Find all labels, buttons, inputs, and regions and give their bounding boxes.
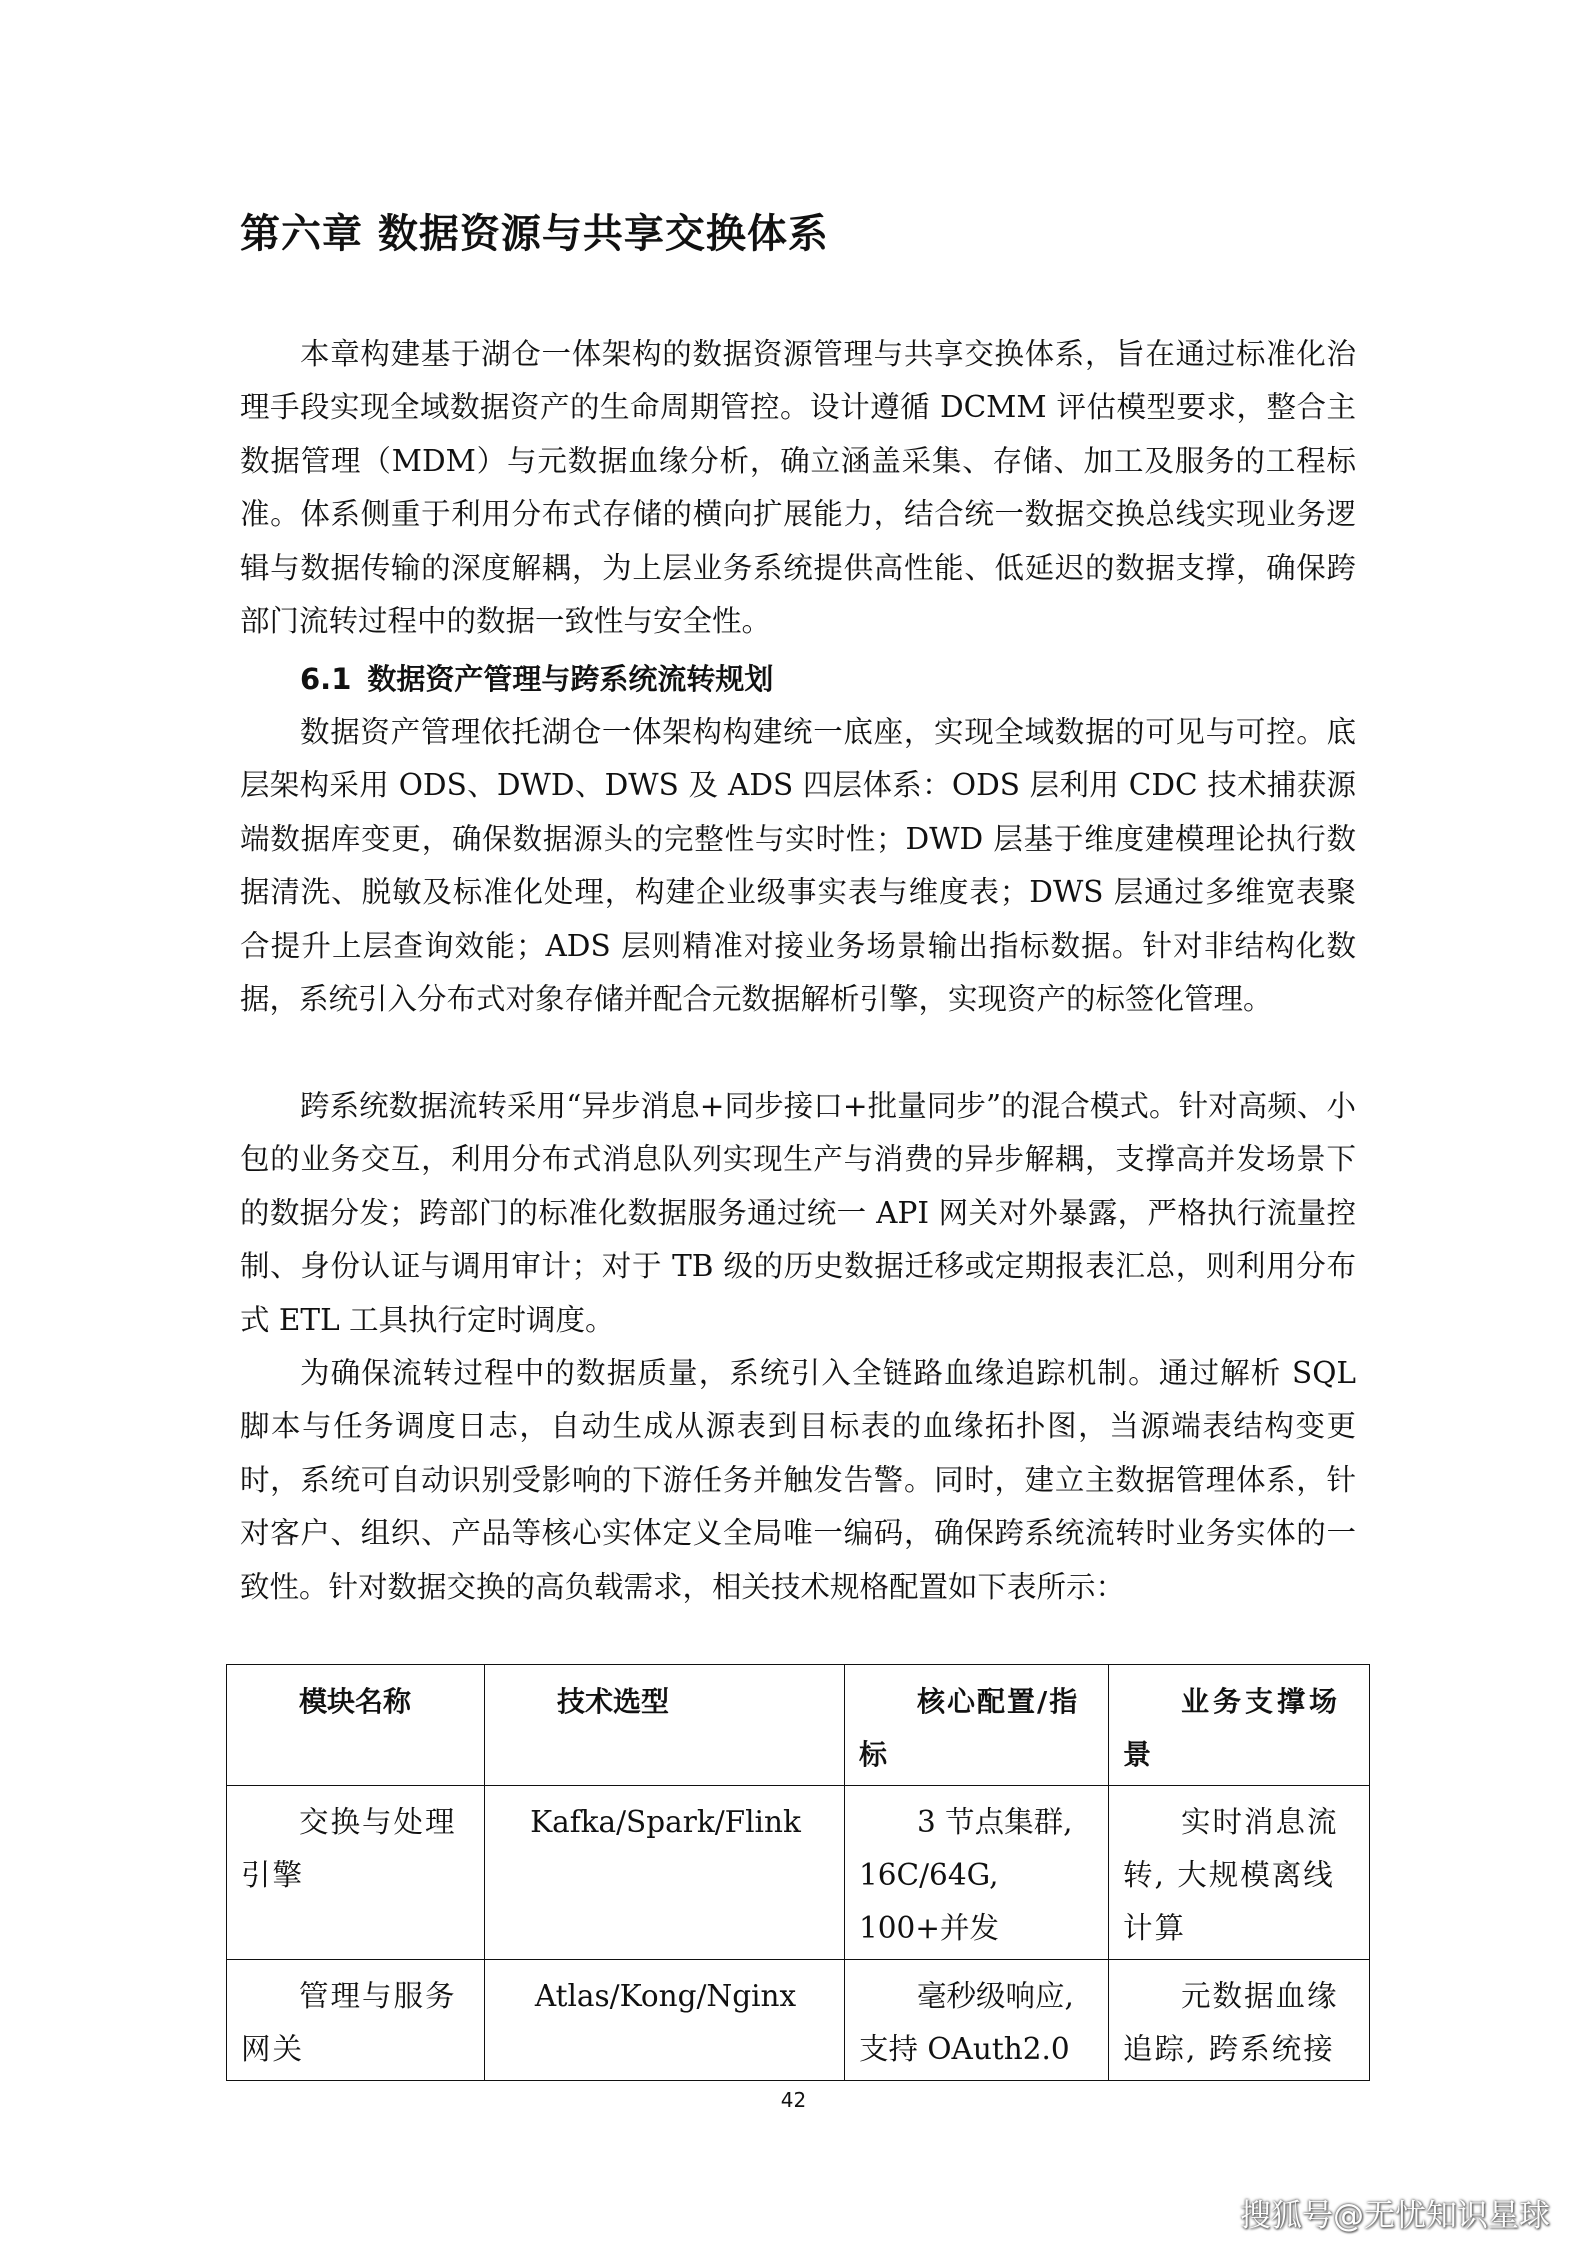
section-paragraph-3: 为确保流转过程中的数据质量，系统引入全链路血缘追踪机制。通过解析 SQL 脚本与任务调度日志，自动生成从源表到目标表的血缘拓扑图，当源端表结构变更时，系统可自动识别受影响的下游任务并触发告警。同时，建立主数据管理体系，针对客户、组织、产品等核心实体定义全局唯一编码，确保跨系统流转时业务实体的一致性。针对数据交换的高负载需求，相关技术规格配置如下表所示： [240,1356,1356,1604]
section-paragraph-1: 数据资产管理依托湖仓一体架构构建统一底座，实现全域数据的可见与可控。底层架构采用 ODS、DWD、DWS 及 ADS 四层体系：ODS 层利用 CDC 技术捕获源端数据库变更，确保数据源头的完整性与实时性；DWD 层基于维度建模理论执行数据清洗、脱敏及标准化处理，构建企业级事实表与维度表；DWS 层通过多维宽表聚合提升上层查询效能；ADS 层则精准对接业务场景输出指标数据。针对非结构化数据，系统引入分布式对象存储并配合元数据解析引擎，实现资产的标签化管理。 [240,715,1356,1017]
table-header-cell: 模块名称 [227,1665,485,1786]
table-header-row [227,1665,1370,1786]
table-header-cell: 业务支撑场景 [1109,1665,1370,1786]
section-paragraph-2: 跨系统数据流转采用“异步消息+同步接口+批量同步”的混合模式。针对高频、小包的业务交互，利用分布式消息队列实现生产与消费的异步解耦，支撑高并发场景下的数据分发；跨部门的标准化数据服务通过统一 API 网关对外暴露，严格执行流量控制、身份认证与调用审计；对于 TB 级的历史数据迁移或定期报表汇总，则利用分布式 ETL 工具执行定时调度。 [240,1089,1356,1337]
table-header-cell: 核心配置/指标 [845,1665,1109,1786]
section-number: 6.1 [300,662,352,696]
chapter-intro-paragraph: 本章构建基于湖仓一体架构的数据资源管理与共享交换体系，旨在通过标准化治理手段实现全域数据资产的生命周期管控。设计遵循 DCMM 评估模型要求，整合主数据管理（MDM）与元数据血缘分析，确立涵盖采集、存储、加工及服务的工程标准。体系侧重于利用分布式存储的横向扩展能力，结合统一数据交换总线实现业务逻辑与数据传输的深度解耦，为上层业务系统提供高性能、低延迟的数据支撑，确保跨部门流转过程中的数据一致性与安全性。 [240,337,1356,639]
tech-spec-table [226,1664,1370,2081]
table-row [227,1786,1370,1960]
table-cell: 3 节点集群, 16C/64G, 100+并发 [845,1786,1109,1960]
table-cell: 管理与服务网关 [227,1960,485,2081]
section-title: 数据资产管理与跨系统流转规划 [367,662,774,696]
table-header-cell: 技术选型 [485,1665,845,1786]
section-heading [300,652,773,706]
page-number: 42 [780,2088,807,2112]
table-cell: 元数据血缘追踪, 跨系统接 [1109,1960,1370,2081]
chapter-title: 第六章 数据资源与共享交换体系 [240,211,829,257]
table-cell: 毫秒级响应, 支持 OAuth2.0 [845,1960,1109,2081]
watermark: 搜狐号@无忧知识星球 [1240,2198,1550,2234]
table-cell: Atlas/Kong/Nginx [485,1960,845,2081]
table-cell: 实时消息流转, 大规模离线计算 [1109,1786,1370,1960]
table-row [227,1960,1370,2081]
table-cell: 交换与处理引擎 [227,1786,485,1960]
table-cell: Kafka/Spark/Flink [485,1786,845,1960]
